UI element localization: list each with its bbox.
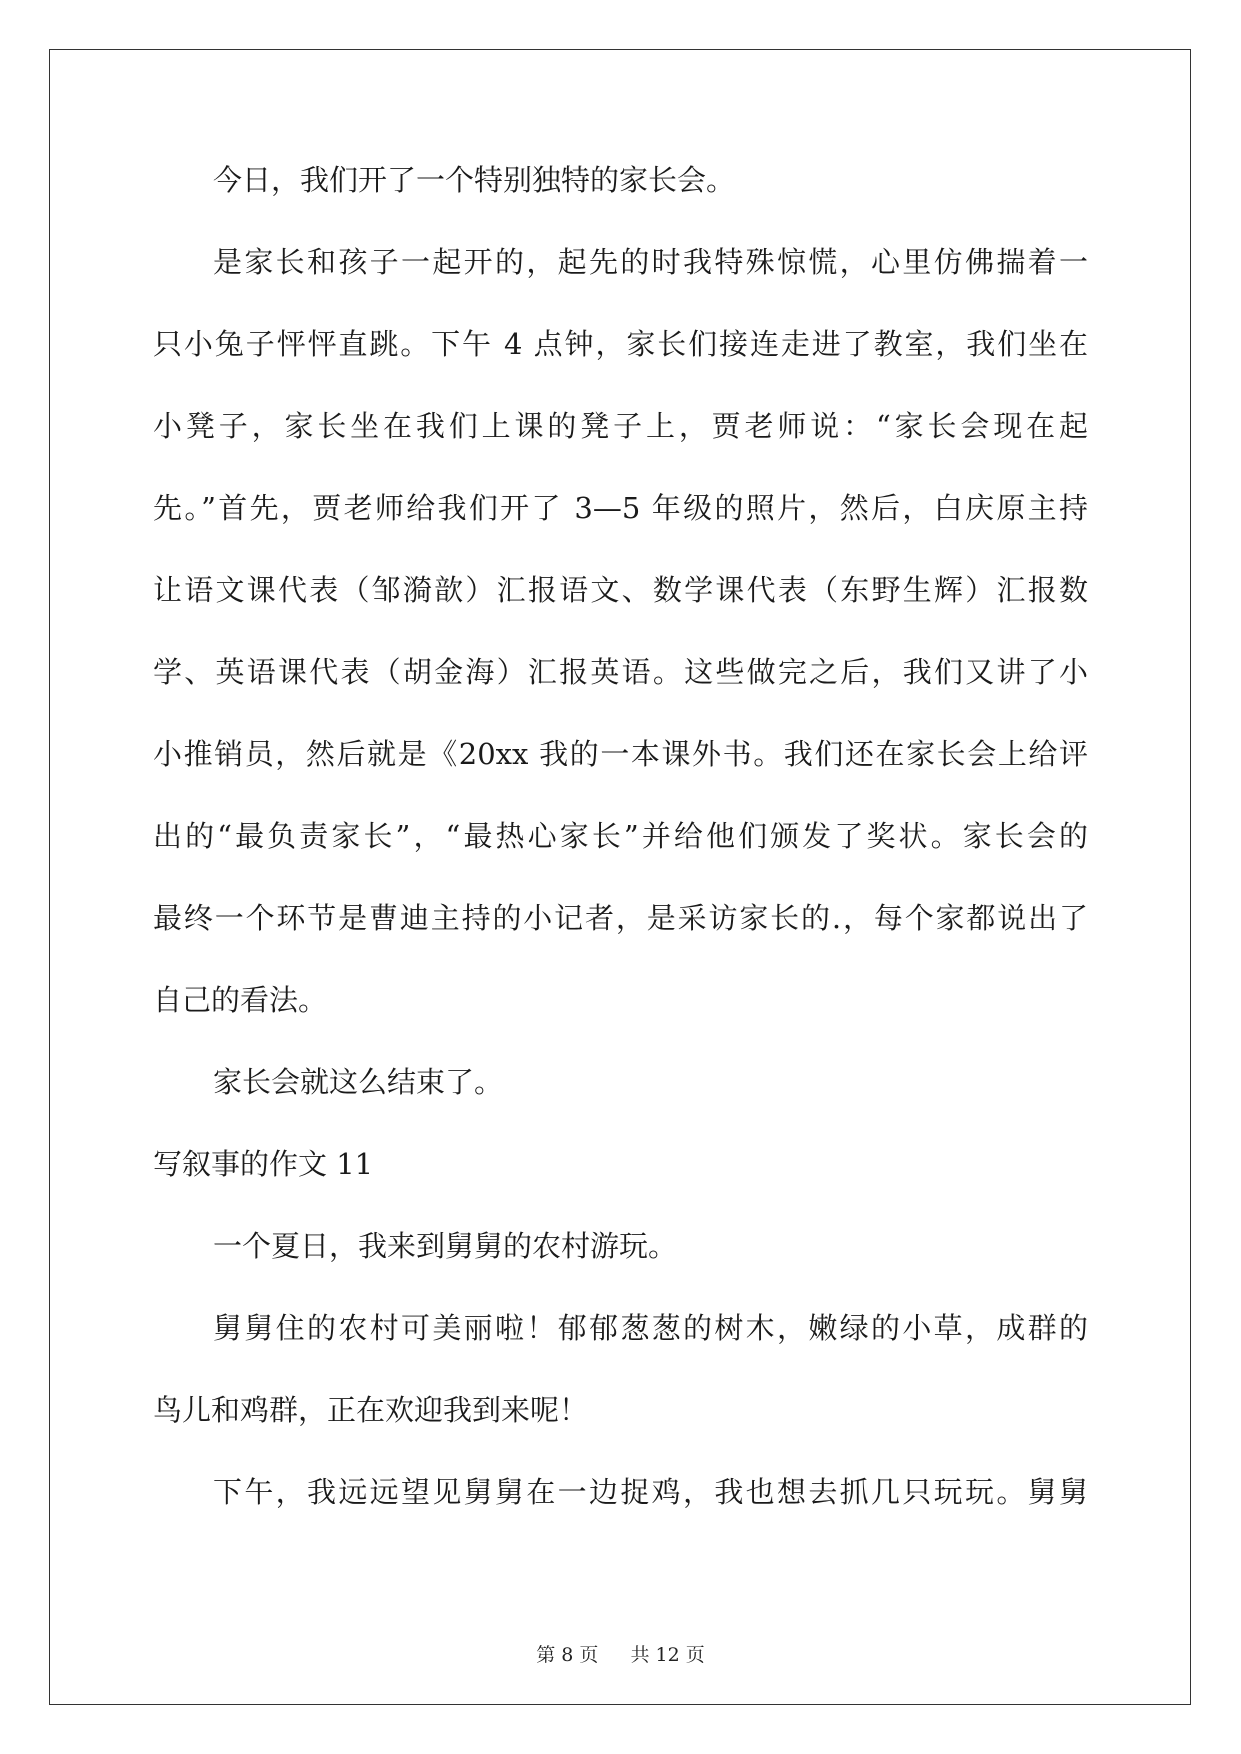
page-number: 第 8 页: [536, 1644, 599, 1666]
section-heading: 写叙事的作文 11: [153, 1147, 374, 1181]
text-line: 小推销员，然后就是《20xx 我的一本课外书。我们还在家长会上给评: [153, 737, 1088, 771]
text-line: 只小兔子怦怦直跳。下午 4 点钟，家长们接连走进了教室，我们坐在: [153, 327, 1088, 361]
text-line: 让语文课代表（邹漪歆）汇报语文、数学课代表（东野生辉）汇报数: [153, 573, 1088, 607]
text-line: 家长会就这么结束了。: [213, 1065, 504, 1099]
text-line: 先。”首先，贾老师给我们开了 3—5 年级的照片，然后，白庆原主持: [153, 491, 1088, 525]
document-body: [153, 160, 1088, 1554]
text-line: 一个夏日，我来到舅舅的农村游玩。: [213, 1229, 678, 1263]
text-line: 下午，我远远望见舅舅在一边捉鸡，我也想去抓几只玩玩。舅舅: [213, 1475, 1088, 1509]
text-line: 舅舅住的农村可美丽啦！郁郁葱葱的树木，嫩绿的小草，成群的: [213, 1311, 1088, 1345]
text-line: 学、英语课代表（胡金海）汇报英语。这些做完之后，我们又讲了小: [153, 655, 1088, 689]
text-line: 自己的看法。: [153, 983, 328, 1017]
page-total: 共 12 页: [630, 1644, 705, 1666]
page-footer: [0, 1640, 1241, 1667]
text-line: 是家长和孩子一起开的，起先的时我特殊惊慌，心里仿佛揣着一: [213, 245, 1088, 279]
text-line: 小凳子，家长坐在我们上课的凳子上，贾老师说：“家长会现在起: [153, 409, 1088, 443]
text-line: 鸟儿和鸡群，正在欢迎我到来呢！: [153, 1393, 589, 1427]
text-line: 出的“最负责家长”，“最热心家长”并给他们颁发了奖状。家长会的: [153, 819, 1088, 853]
text-line: 今日，我们开了一个特别独特的家长会。: [213, 163, 736, 197]
text-line: 最终一个环节是曹迪主持的小记者，是采访家长的.，每个家都说出了: [153, 901, 1088, 935]
